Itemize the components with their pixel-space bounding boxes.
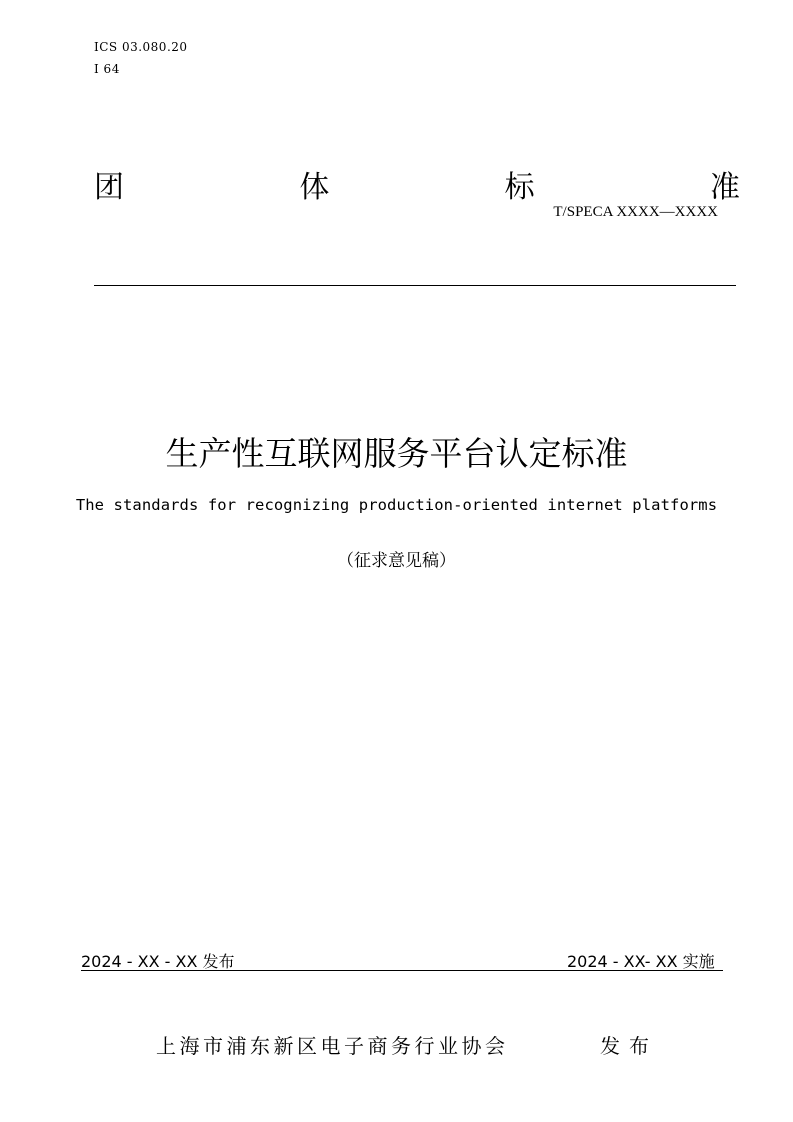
draft-stage-label: （征求意见稿） (337, 551, 456, 571)
implement-date: 2024 - XX- XX 实施 (567, 952, 715, 971)
bottom-divider (81, 970, 723, 971)
standard-type-char: 团 (94, 170, 124, 205)
standard-number: T/SPECA XXXX—XXXX (553, 204, 718, 220)
document-title-zh: 生产性互联网服务平台认定标准 (165, 434, 628, 473)
classification-code: I 64 (94, 62, 120, 76)
document-title-en: The standards for recognizing production-oriented internet platforms (75, 496, 718, 514)
standard-type-char: 准 (709, 170, 740, 205)
top-divider (94, 285, 736, 286)
standard-type-char: 体 (299, 170, 330, 205)
ics-code: ICS 03.080.20 (94, 40, 188, 54)
standard-type-heading (94, 162, 740, 206)
standard-type-char: 标 (504, 170, 535, 205)
publish-date: 2024 - XX - XX 发布 (81, 952, 235, 971)
publish-label: 发布 (600, 1034, 658, 1058)
publisher-name: 上海市浦东新区电子商务行业协会 (156, 1034, 509, 1058)
